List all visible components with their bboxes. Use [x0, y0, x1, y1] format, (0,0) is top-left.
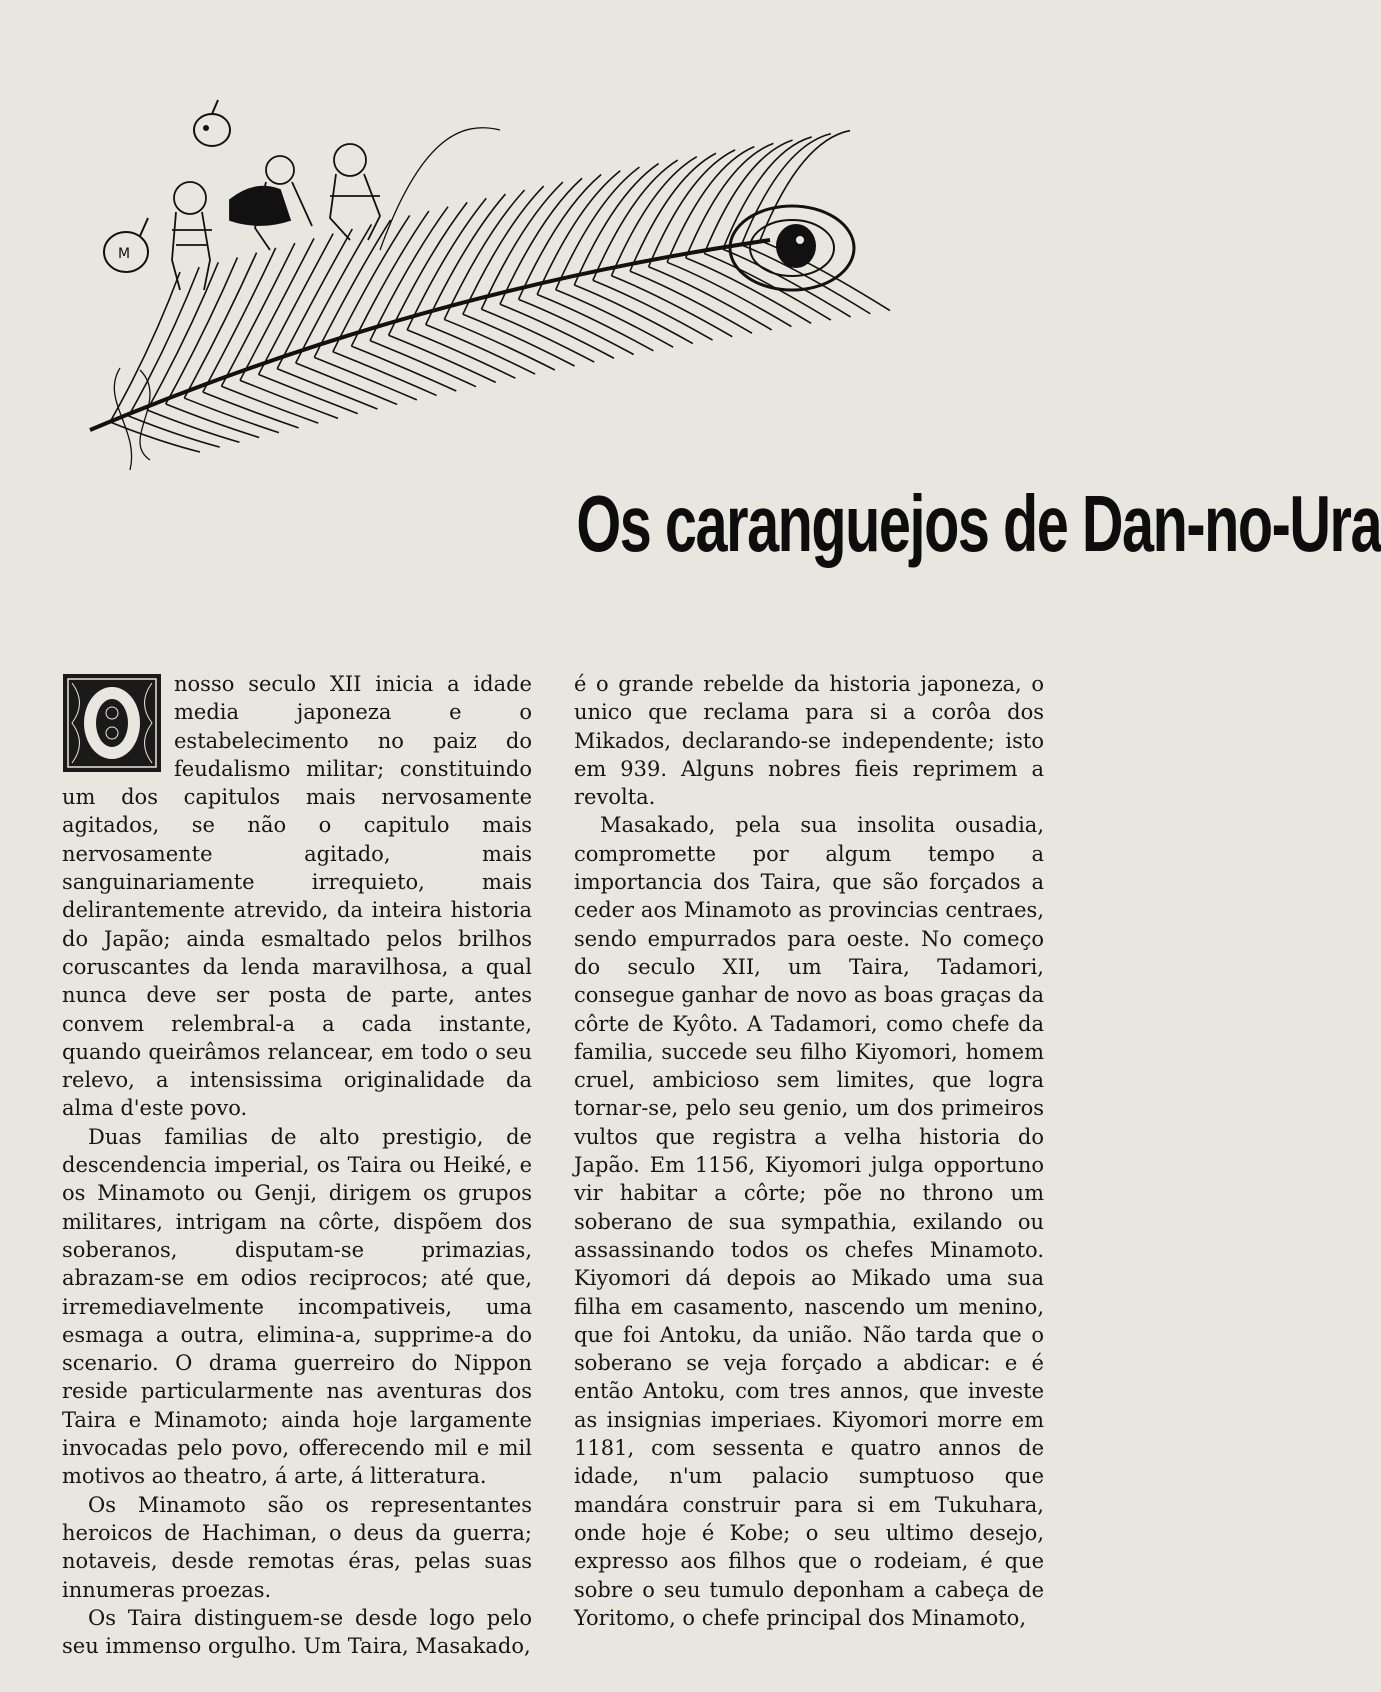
svg-text:M: M: [118, 246, 131, 262]
paragraph: Os Minamoto são os representantes heroicos de Hachiman, o deus da guerra; notaveis, desde remotas éras, pelas suas innumeras proezas.: [62, 1492, 532, 1602]
paragraph: nosso seculo XII inicia a idade media japoneza e o estabelecimento no paiz do feudalismo militar; constituindo um dos capitulos mais nervosamente agitados, se não o capitulo mais nervosamente agitado, mais sanguinariamente irrequieto, mais delirantemente atrevido, da inteira historia do Japão; ainda esmaltado pelos brilhos coruscantes da lenda maravilhosa, a qual nunca deve ser posta de parte, antes convem relembral-a a cada instante, quando queirâmos relancear, em todo o seu relevo, a intensissima originalidade da alma d'este povo.: [62, 672, 532, 1121]
right-column: [574, 670, 1044, 1632]
paragraph: Os Taira distinguem-se desde logo pelo seu immenso orgulho. Um Taira, Masakado,: [62, 1605, 532, 1659]
peacock-feather-with-children-illustration: [80, 100, 1040, 520]
paragraph: Duas familias de alto prestigio, de descendencia imperial, os Taira ou Heiké, e os Minamoto ou Genji, dirigem os grupos militares, intrigam na côrte, dispõem dos soberanos, disputam-se primazias, abrazam-se em odios reciprocos; até que, irremediavelmente incompativeis, uma esmaga a outra, elimina-a, supprime-a do scenario. O drama guerreiro do Nippon reside particularmente nas aventuras dos Taira e Minamoto; ainda hoje largamente invocadas pelo povo, offerecendo mil e mil motivos ao theatro, á arte, á litteratura.: [62, 1124, 532, 1489]
paragraph: é o grande rebelde da historia japoneza, o unico que reclama para si a corôa dos Mikados, declarando-se independente; isto em 939. Alguns nobres fieis reprimem a revolta.: [574, 672, 1044, 810]
ornamental-initial-icon: [62, 673, 162, 773]
left-column: [62, 670, 532, 1660]
article-title: Os caranguejos de Dan-no-Ura: [576, 479, 1381, 568]
paragraph: Masakado, pela sua insolita ousadia, compromette por algum tempo a importancia dos Taira, que são forçados a ceder aos Minamoto as provincias centraes, sendo empurrados para oeste. No começo do seculo XII, um Taira, Tadamori, consegue ganhar de novo as boas graças da côrte de Kyôto. A Tadamori, como chefe da familia, succede seu filho Kiyomori, homem cruel, ambicioso sem limites, que logra tornar-se, pelo seu genio, um dos primeiros vultos que registra a velha historia do Japão. Em 1156, Kiyomori julga opportuno vir habitar a côrte; põe no throno um soberano de sua sympathia, exilando ou assassinando todos os chefes Minamoto. Kiyomori dá depois ao Mikado uma sua filha em casamento, nascendo um menino, que foi Antoku, da união. Não tarda que o soberano se veja forçado a abdicar: e é então Antoku, com tres annos, que investe as insignias imperiaes. Kiyomori morre em 1181, com sessenta e quatro annos de idade, n'um palacio sumptuoso que mandára construir para si em Tukuhara, onde hoje é Kobe; o seu ultimo desejo, expresso aos filhos que o rodeiam, é que sobre o seu tumulo deponham a cabeça de Yoritomo, o chefe principal dos Minamoto,: [574, 813, 1044, 1630]
